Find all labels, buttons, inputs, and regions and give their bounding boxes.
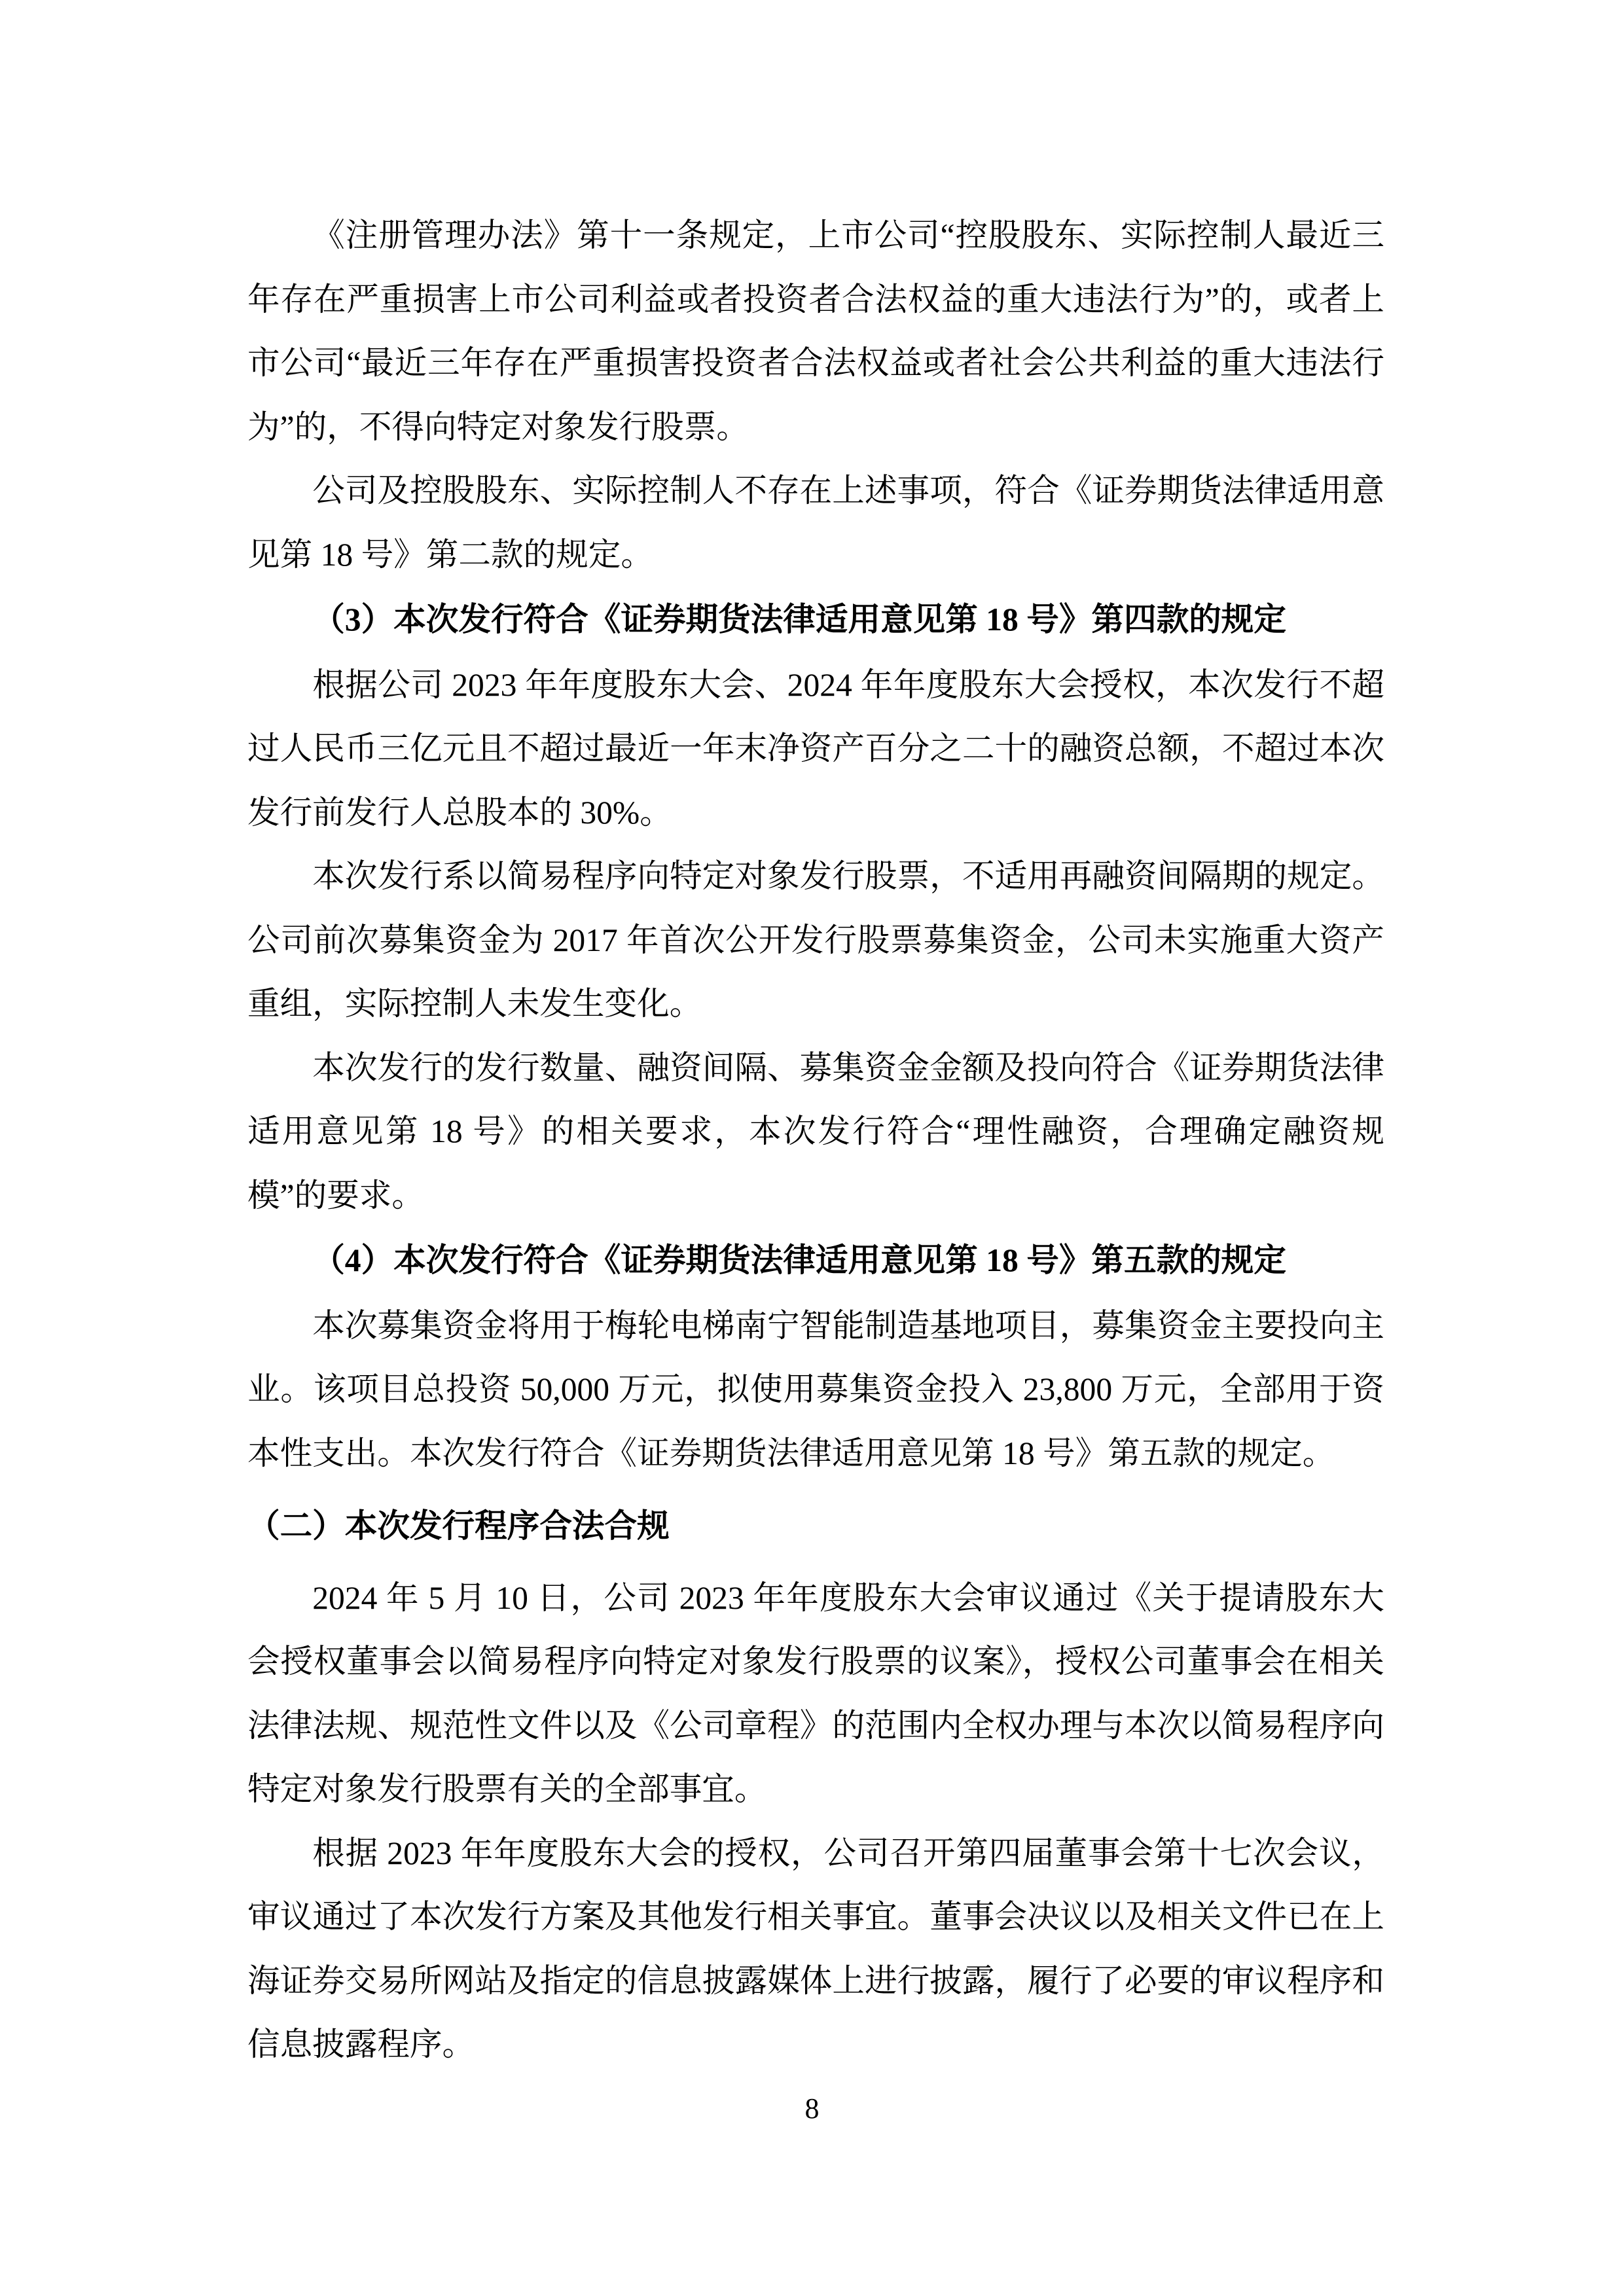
heading-item-4-clause-5: （4）本次发行符合《证券期货法律适用意见第 18 号》第五款的规定 — [312, 1242, 1286, 1278]
page-number: 8 — [804, 2092, 820, 2125]
paragraph-article-11-rule: 《注册管理办法》第十一条规定，上市公司“控股股东、实际控制人最近三年存在严重损害上市公司利益或者投资者合法权益的重大违法行为”的，或者上市公司“最近三年存在严重损害投资者合法权益或者社会公共利益的重大违法行为”的，不得向特定对象发行股票。 — [247, 217, 1384, 445]
paragraph-fund-use: 本次募集资金将用于梅轮电梯南宁智能制造基地项目，募集资金主要投向主业。该项目总投资 50,000 万元，拟使用募集资金投入 23,800 万元，全部用于资本性支出。本次发行符合《证券期货法律适用意见第 18 号》第五款的规定。 — [247, 1307, 1384, 1471]
paragraph-shareholder-authorization: 2024 年 5 月 10 日，公司 2023 年年度股东大会审议通过《关于提请股东大会授权董事会以简易程序向特定对象发行股票的议案》，授权公司董事会在相关法律法规、规范性文件以及《公司章程》的范围内全权办理与本次以简易程序向特定对象发行股票有关的全部事宜。 — [247, 1579, 1384, 1807]
page-body — [247, 204, 1384, 2077]
heading-section-2-procedure: （二）本次发行程序合法合规 — [247, 1508, 670, 1544]
paragraph-no-violation-compliance: 公司及控股股东、实际控制人不存在上述事项，符合《证券期货法律适用意见第 18 号》第二款的规定。 — [247, 473, 1384, 573]
paragraph-rational-financing: 本次发行的发行数量、融资间隔、募集资金金额及投向符合《证券期货法律适用意见第 18 号》的相关要求，本次发行符合“理性融资，合理确定融资规模”的要求。 — [247, 1049, 1384, 1213]
paragraph-financing-scale: 根据公司 2023 年年度股东大会、2024 年年度股东大会授权，本次发行不超过人民币三亿元且不超过最近一年末净资产百分之二十的融资总额，不超过本次发行前发行人总股本的 30%。 — [247, 666, 1384, 831]
paragraph-board-approval: 根据 2023 年年度股东大会的授权，公司召开第四届董事会第十七次会议，审议通过了本次发行方案及其他发行相关事宜。董事会决议以及相关文件已在上海证券交易所网站及指定的信息披露媒体上进行披露，履行了必要的审议程序和信息披露程序。 — [247, 1835, 1384, 2062]
paragraph-financing-interval: 本次发行系以简易程序向特定对象发行股票，不适用再融资间隔期的规定。公司前次募集资金为 2017 年首次公开发行股票募集资金，公司未实施重大资产重组，实际控制人未发生变化。 — [247, 858, 1384, 1022]
heading-item-3-clause-4: （3）本次发行符合《证券期货法律适用意见第 18 号》第四款的规定 — [312, 601, 1286, 637]
